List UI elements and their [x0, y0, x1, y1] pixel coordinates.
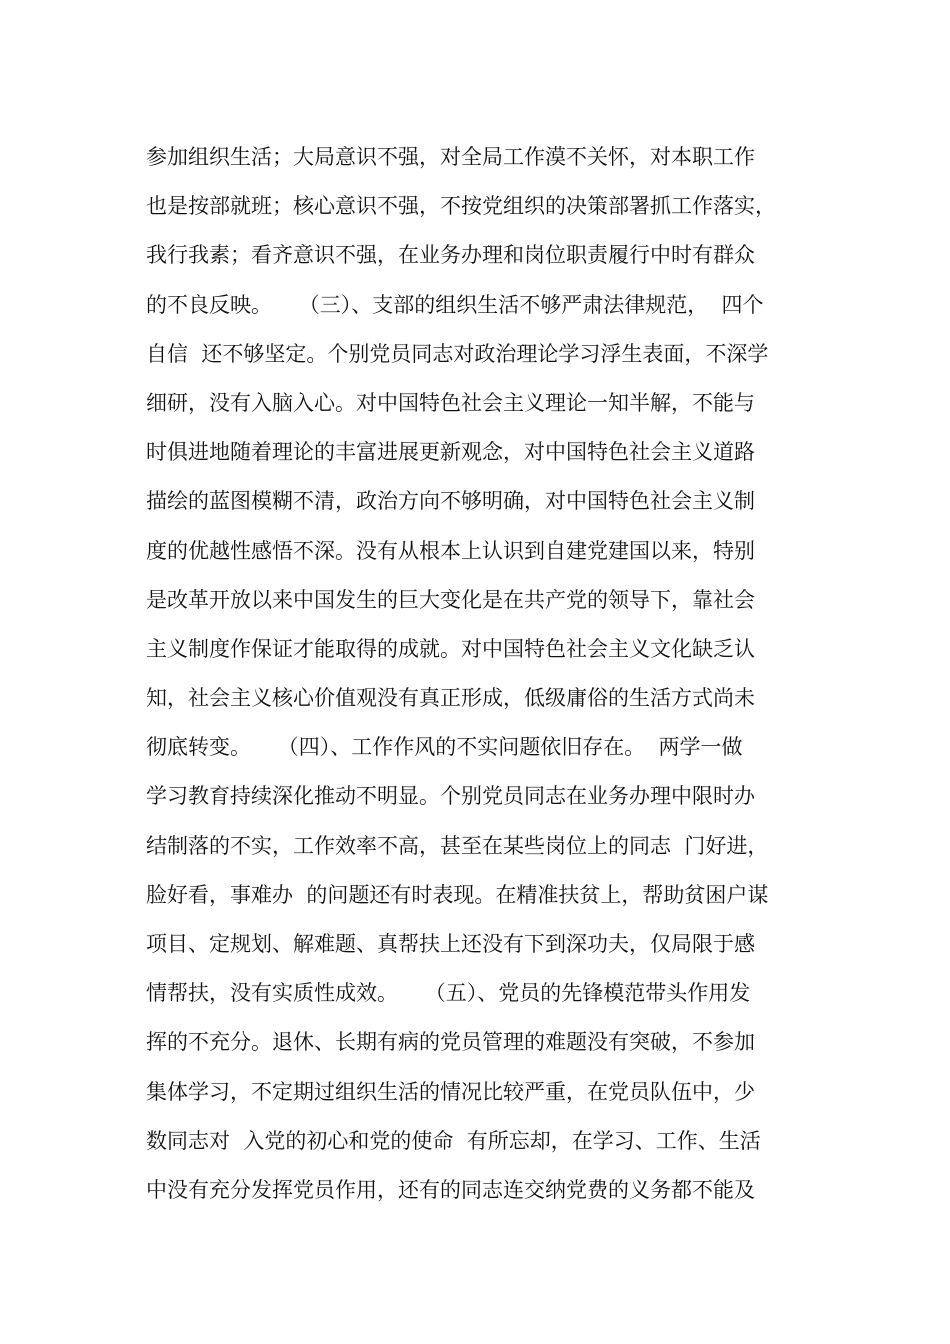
- text-line: 脸好看，事难办 的问题还有时表现。在精准扶贫上，帮助贫困户谋: [146, 882, 769, 907]
- text-line: 参加组织生活；大局意识不强，对全局工作漠不关怀，对本职工作: [146, 145, 755, 169]
- text-line: 也是按部就班；核心意识不强，不按党组织的决策部署抓工作落实，: [146, 194, 776, 219]
- text-line: 时俱进地随着理论的丰富进展更新观念，对中国特色社会主义道路: [146, 440, 755, 465]
- text-line: 结制落的不实，工作效率不高，甚至在某些岗位上的同志 门好进，: [146, 833, 769, 858]
- text-line: 学习教育持续深化推动不明显。个别党员同志在业务办理中限时办: [146, 784, 755, 809]
- text-line: 挥的不充分。退休、长期有病的党员管理的难题没有突破，不参加: [146, 1030, 755, 1055]
- text-line: 是改革开放以来中国发生的巨大变化是在共产党的领导下，靠社会: [146, 587, 755, 612]
- body-text: [146, 133, 826, 1215]
- text-line: 主义制度作保证才能取得的成就。对中国特色社会主义文化缺乏认: [146, 636, 755, 661]
- text-line: 知，社会主义核心价值观没有真正形成，低级庸俗的生活方式尚未: [146, 686, 755, 711]
- text-line: 数同志对 入党的初心和党的使命 有所忘却，在学习、工作、生活: [146, 1128, 761, 1153]
- text-line: 的不良反映。 （三）、支部的组织生活不够严肃法律规范， 四个: [146, 292, 764, 317]
- text-line: 项目、定规划、解难题、真帮扶上还没有下到深功夫，仅局限于感: [146, 932, 755, 956]
- text-line: 集体学习，不定期过组织生活的情况比较严重，在党员队伍中，少: [146, 1079, 755, 1104]
- text-line: 描绘的蓝图模糊不清，政治方向不够明确，对中国特色社会主义制: [146, 489, 755, 514]
- text-line: 度的优越性感悟不深。没有从根本上认识到自建党建国以来，特别: [146, 538, 755, 563]
- text-line: 情帮扶，没有实质性成效。 （五）、党员的先锋模范带头作用发: [146, 981, 751, 1006]
- text-line: 我行我素；看齐意识不强，在业务办理和岗位职责履行中时有群众: [146, 243, 755, 268]
- text-line: 彻底转变。 （四）、工作作风的不实问题依旧存在。 两学一做: [146, 735, 743, 760]
- text-line: 中没有充分发挥党员作用，还有的同志连交纳党费的义务都不能及: [146, 1177, 755, 1202]
- text-line: 自信 还不够坚定。个别党员同志对政治理论学习浮生表面，不深学: [146, 341, 769, 366]
- text-line: 细研，没有入脑入心。对中国特色社会主义理论一知半解，不能与: [146, 390, 755, 415]
